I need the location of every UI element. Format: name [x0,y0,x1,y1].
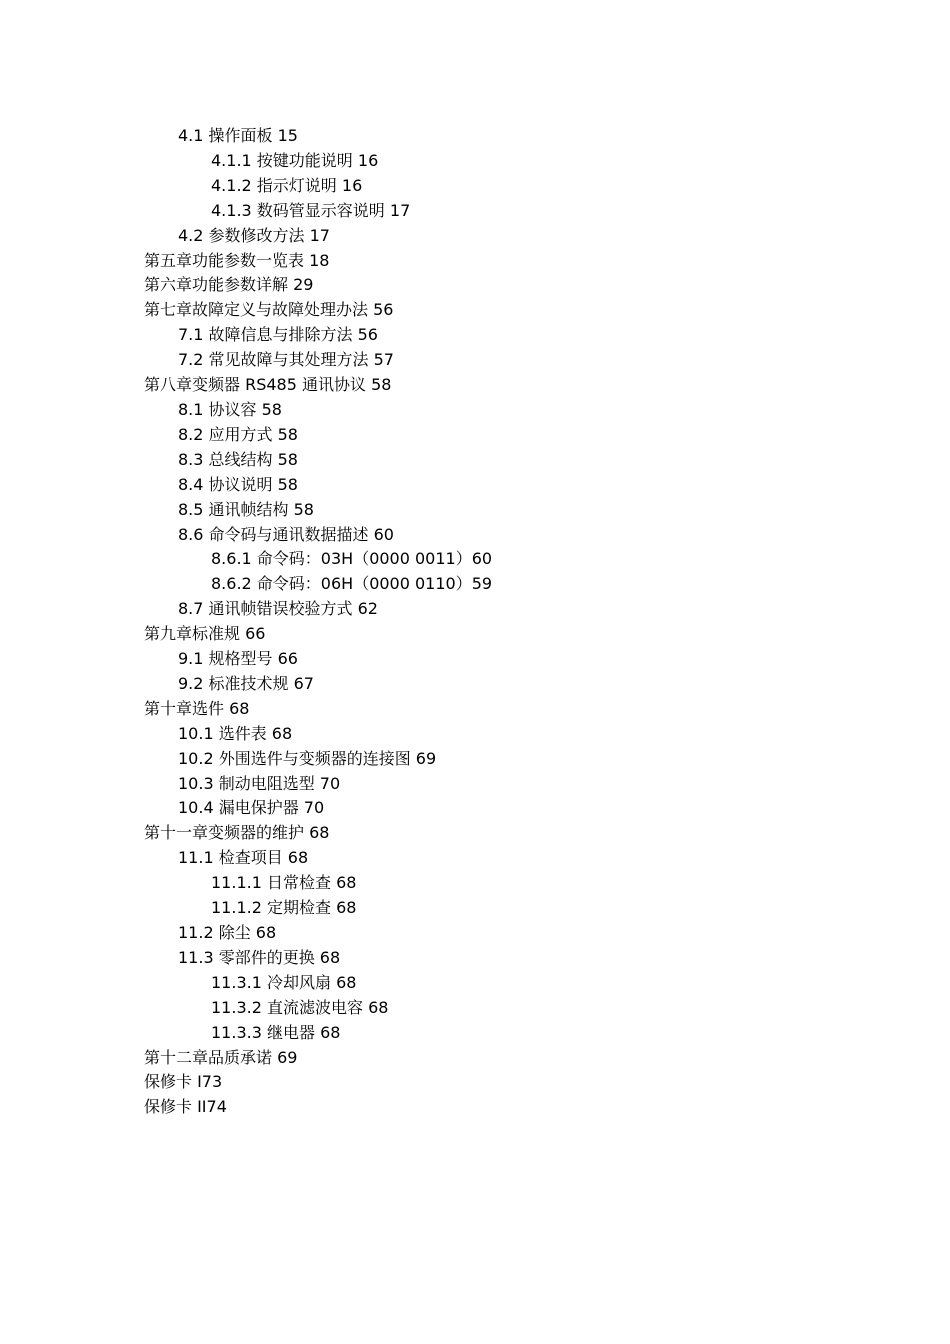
toc-entry: 11.1 检查项目 68 [178,848,309,868]
toc-entry: 8.5 通讯帧结构 58 [178,499,314,519]
toc-entry: 10.2 外围选件与变频器的连接图 69 [178,748,437,768]
table-of-contents [0,124,950,1120]
toc-entry: 8.2 应用方式 58 [178,424,298,444]
toc-entry: 8.4 协议说明 58 [178,474,298,494]
toc-entry: 11.3.1 冷却风扇 68 [211,972,357,992]
toc-entry: 4.1 操作面板 15 [178,126,298,145]
toc-entry: 9.1 规格型号 66 [178,649,298,669]
toc-entry: 第十二章品质承诺 69 [144,1047,298,1067]
toc-entry: 8.7 通讯帧错误校验方式 62 [178,599,378,619]
toc-entry: 9.2 标准技术规 67 [178,673,314,693]
toc-entry: 第九章标准规 66 [144,624,266,644]
toc-entry: 8.6.2 命令码：06H（0000 0110）59 [211,574,493,594]
toc-entry: 4.1.3 数码管显示容说明 17 [211,200,411,220]
toc-entry: 8.1 协议容 58 [178,399,282,419]
toc-entry: 第六章功能参数详解 29 [144,275,314,295]
toc-entry: 8.6 命令码与通讯数据描述 60 [178,524,394,544]
toc-entry: 8.6.1 命令码：03H（0000 0011）60 [211,549,493,569]
toc-entry: 4.1.1 按键功能说明 16 [211,150,379,170]
toc-entry: 7.1 故障信息与排除方法 56 [178,325,378,345]
toc-entry: 11.1.2 定期检查 68 [211,898,357,918]
toc-entry: 第五章功能参数一览表 18 [144,250,330,270]
toc-entry: 4.2 参数修改方法 17 [178,225,330,245]
toc-entry: 11.1.1 日常检查 68 [211,873,357,893]
toc-entry: 11.3.2 直流滤波电容 68 [211,997,389,1017]
toc-entry: 10.1 选件表 68 [178,723,293,743]
toc-entry: 10.3 制动电阻选型 70 [178,773,341,793]
toc-entry: 第七章故障定义与故障处理办法 56 [144,300,394,320]
toc-entry: 保修卡 II74 [144,1097,227,1117]
toc-entry: 11.3 零部件的更换 68 [178,947,341,967]
toc-entry: 8.3 总线结构 58 [178,449,298,469]
toc-entry: 第八章变频器 RS485 通讯协议 58 [144,375,392,395]
toc-entry: 保修卡 I73 [144,1072,223,1092]
toc-entry: 4.1.2 指示灯说明 16 [211,175,363,195]
toc-entry: 7.2 常见故障与其处理方法 57 [178,350,394,370]
toc-entry: 第十章选件 68 [144,698,250,718]
toc-entry: 11.3.3 继电器 68 [211,1022,341,1042]
toc-entry: 11.2 除尘 68 [178,923,277,942]
toc-entry: 10.4 漏电保护器 70 [178,798,325,818]
toc-entry: 第十一章变频器的维护 68 [144,823,330,843]
